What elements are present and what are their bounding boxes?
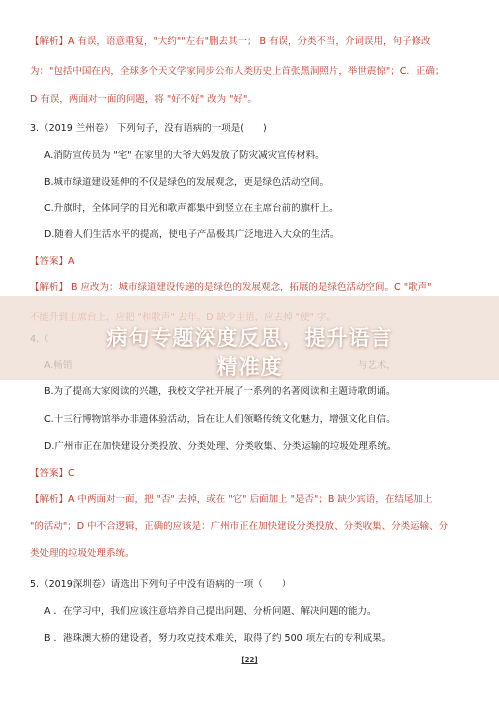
q3-stem: 3.（2019 兰州卷） 下列句子，没有语病的一项是( ) xyxy=(30,123,267,134)
banner-title-line-2: 精准度 xyxy=(216,355,283,379)
title-banner xyxy=(0,296,499,380)
q3-option-b: B.城市绿道建设延伸的不仅是绿色的发展观念，更是绿色活动空间。 xyxy=(44,177,330,188)
banner-title-line-1: 病句专题深度反思，提升语言 xyxy=(106,326,393,350)
q5-option-b: B ．港珠澳大桥的建设者，努力攻克技术难关，取得了约 500 项左右的专利成果。 xyxy=(44,633,392,644)
q5-stem: 5.（2019深圳卷）请选出下列句子中没有语病的一项（ ） xyxy=(30,579,292,590)
q4-analysis-line-2: "的活动"；D 中不合逻辑，正确的应该是：广州市正在加快建设分类投放、分类收集、分类运输、分 xyxy=(30,521,449,532)
q3-answer: 【答案】A xyxy=(30,256,75,267)
q4-analysis-line-1: 【解析】A 中两面对一面，把 "否" 去掉，或在 "它" 后面加上 "是否"；B 缺少宾语，在结尾加上 xyxy=(30,494,433,505)
q3-option-d: D.随着人们生活水平的提高，使电子产品极其广泛地进入大众的生活。 xyxy=(44,229,340,240)
q4-answer: 【答案】C xyxy=(30,468,75,479)
q4-analysis-line-3: 类处理的垃圾处理系统。 xyxy=(30,548,135,559)
q2-analysis-line-1: 【解析】A 有误，语意重复，"大约""左右"删去其一； B 有误，分类不当，介词误用，句子修改 xyxy=(30,36,431,47)
q2-analysis-line-3: D 有误，两面对一面的问题，将 "好不好" 改为 "好"。 xyxy=(30,94,257,105)
q5-option-a: A ．在学习中，我们应该注意培养自己提出问题、分析问题、解决问题的能力。 xyxy=(44,606,377,617)
q4-option-c: C.十三行博物馆举办非遗体验活动，旨在让人们领略传统文化魅力，增强文化自信。 xyxy=(44,414,396,425)
page-number: [22] xyxy=(241,656,258,664)
q4-option-b: B.为了提高大家阅读的兴趣，我校文学社开展了一系列的名著阅读和主题诗歌朗诵。 xyxy=(44,386,396,397)
q4-option-d: D.广州市正在加快建设分类投放、分类处理、分类收集、分类运输的垃圾处理系统。 xyxy=(44,441,397,452)
q3-option-c: C.升旗时，全体同学的目光和歌声都集中到竖立在主席台前的旗杆上。 xyxy=(44,203,339,214)
q2-analysis-line-2: 为："包括中国在内，全球多个天文学家同步公布人类历史上首张黑洞照片，举世震惊"；C．正确； xyxy=(30,66,445,77)
q3-analysis-line-1: 【解析】 B 应改为：城市绿道建设传递的是绿色的发展观念，拓展的是绿色活动空间。C "歌声" xyxy=(30,282,432,293)
q3-option-a: A.消防宣传员为 "宅" 在家里的大爷大妈发放了防灾减灾宣传材料。 xyxy=(44,150,325,161)
